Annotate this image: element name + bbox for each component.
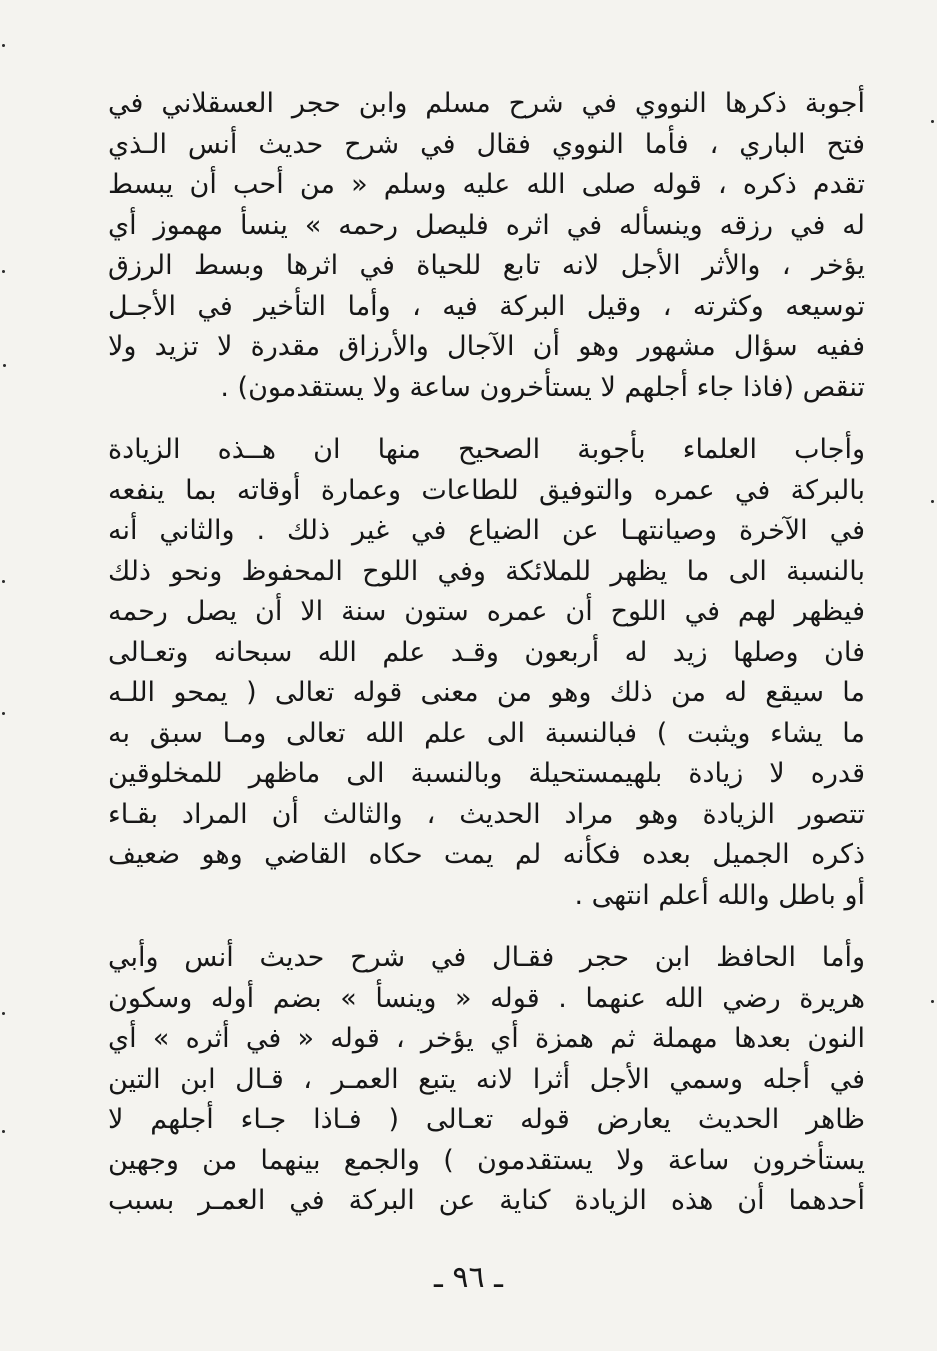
text-line: وأجاب العلماء بأجوبة الصحيح منها ان هــذه الزيادة [108, 434, 865, 465]
paragraph-2 [108, 430, 865, 916]
scan-speck [931, 120, 934, 123]
text-line: فتح الباري ، فأما النووي فقال في شرح حديث أنس الـذي [108, 128, 865, 160]
text-line: أجوبة ذكرها النووي في شرح مسلم وابن حجر العسقلاني في [108, 88, 865, 119]
paragraph-gap [108, 408, 865, 430]
text-line: قدره لا زيادة بلهيمستحيلة وبالنسبة الى ماظهر للمخلوقين [108, 758, 865, 789]
text-line: ظاهر الحديث يعارض قوله تعـالى ( فـاذا جـاء أجلهم لا [108, 1104, 865, 1135]
text-line: فان وصلها زيد له أربعون وقـد علم الله سبحانه وتعـالى [108, 636, 865, 668]
text-line: تتصور الزيادة وهو مراد الحديث ، والثالث أن المراد بقـاء [108, 798, 865, 830]
text-line: فيظهر لهم في اللوح أن عمره ستون سنة الا أن يصل رحمه [108, 596, 865, 627]
text-line: يستأخرون ساعة ولا يستقدمون ) والجمع بينهما من وجهين [108, 1144, 865, 1176]
scan-speck [2, 44, 5, 47]
scan-speck [2, 1012, 5, 1015]
text-line: يؤخر ، والأثر الأجل لانه تابع للحياة في اثرها وبسط الرزق [108, 250, 865, 281]
text-line: له في رزقه وينسأله في اثره فليصل رحمه » ينسأ مهموز أي [108, 209, 865, 241]
text-line: ما سيقع له من ذلك وهو من معنى قوله تعالى ( يمحو اللـه [108, 677, 865, 708]
text-line: النون بعدها مهملة ثم همزة أي يؤخر ، قوله « في أثره » أي [108, 1023, 865, 1054]
text-line: بالبركة في عمره والتوفيق للطاعات وعمارة أوقاته بما ينفعه [108, 474, 865, 506]
text-line: في الآخرة وصيانتهـا عن الضياع في غير ذلك . والثاني أنه [108, 515, 865, 546]
page-body [108, 84, 865, 1222]
text-line: ففيه سؤال مشهور وهو أن الآجال والأرزاق مقدرة لا تزيد ولا [108, 331, 865, 362]
scan-speck [931, 500, 934, 503]
text-line: وأما الحافظ ابن حجر فقـال في شرح حديث أنس وأبي [108, 942, 865, 973]
scan-speck [3, 364, 6, 367]
text-line: أحدهما أن هذه الزيادة كناية عن البركة في العمـر بسبب [108, 1185, 865, 1216]
text-line: ذكره الجميل بعده فكأنه لم يمت حكاه القاضي وهو ضعيف [108, 839, 865, 870]
scan-speck [931, 1000, 934, 1003]
paragraph-3 [108, 938, 865, 1222]
page-number: ـ ٩٦ ـ [434, 1260, 503, 1295]
text-line: أو باطل والله أعلم انتهى . [574, 879, 865, 911]
text-line: في أجله وسمي الأجل أثرا لانه يتبع العمـر ، قـال ابن التين [108, 1063, 865, 1095]
scan-speck [2, 1130, 5, 1133]
paragraph-gap [108, 916, 865, 938]
paragraph-1 [108, 84, 865, 408]
text-line: هريرة رضي الله عنهما . قوله « وينسأ » بضم أوله وسكون [108, 982, 865, 1014]
text-line: ما يشاء ويثبت ) فبالنسبة الى علم الله تعالى ومـا سبق به [108, 717, 865, 749]
text-line: تنقص (فاذا جاء أجلهم لا يستأخرون ساعة ولا يستقدمون) . [220, 371, 865, 403]
scan-speck [2, 580, 5, 583]
text-line: تقدم ذكره ، قوله صلى الله عليه وسلم « من أحب أن يبسط [108, 169, 865, 200]
text-line: بالنسبة الى ما يظهر للملائكة وفي اللوح المحفوظ ونحو ذلك [108, 555, 865, 587]
scan-speck [2, 712, 5, 715]
text-line: توسيعه وكثرته ، وقيل البركة فيه ، وأما التأخير في الأجـل [108, 290, 865, 322]
scan-speck [2, 270, 5, 273]
